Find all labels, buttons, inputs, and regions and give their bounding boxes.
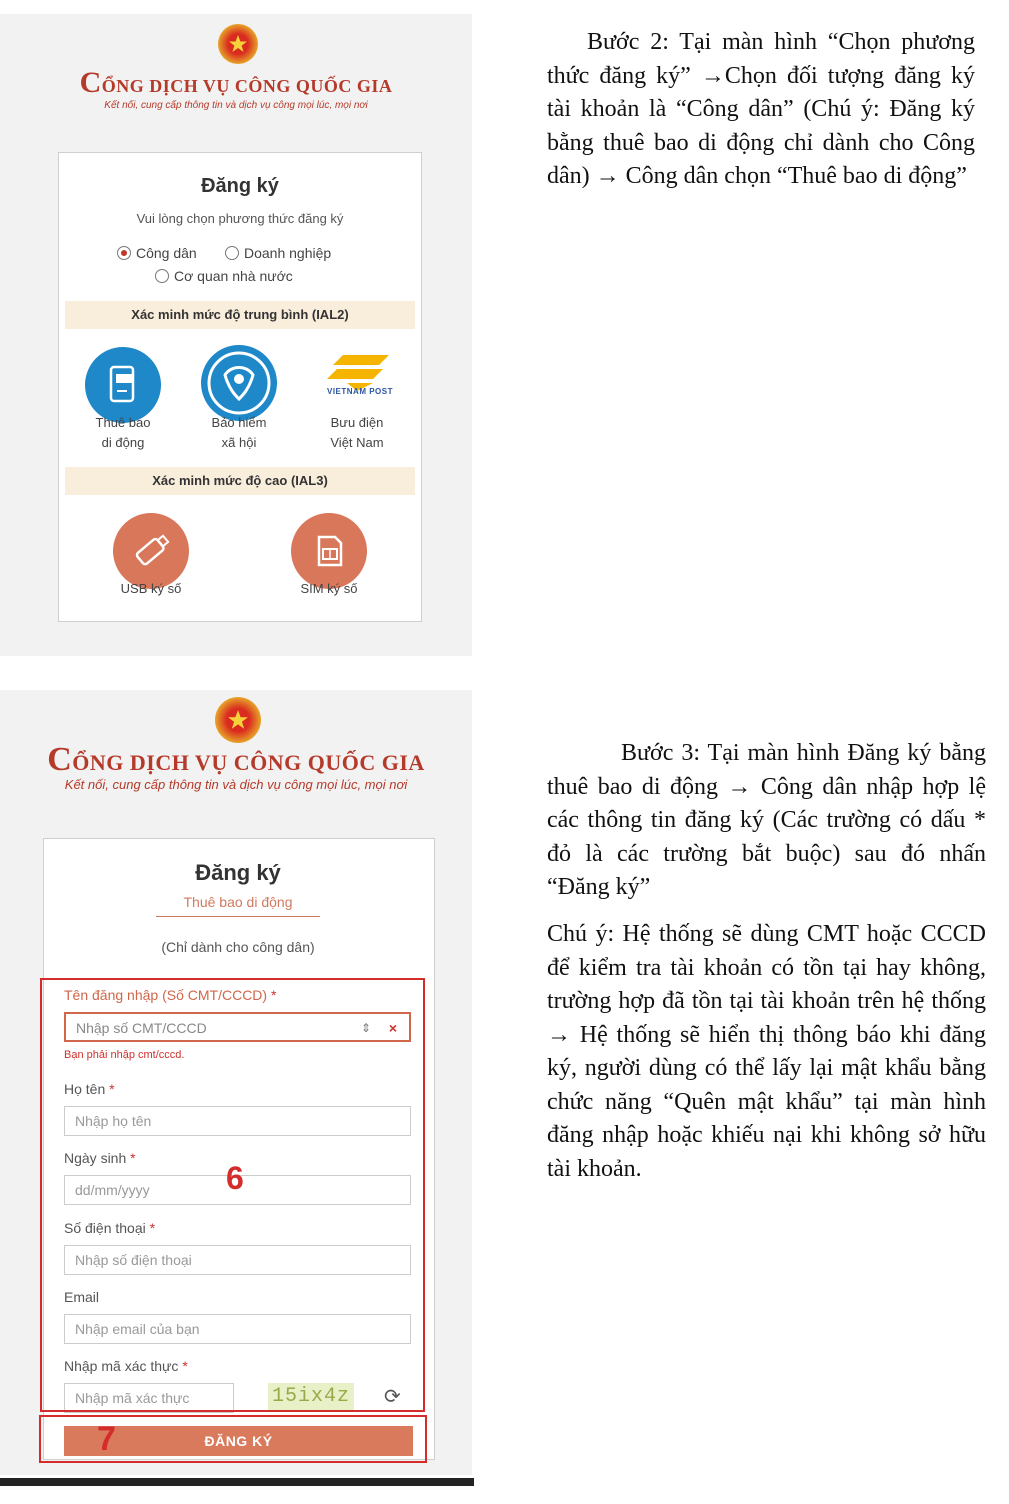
card-title: Đăng ký bbox=[201, 175, 279, 197]
refresh-captcha-icon[interactable]: ⟳ bbox=[384, 1386, 401, 1408]
note-text: Chú ý: Hệ thống sẽ dùng CMT hoặc CCCD để kiểm tra tài khoản có tồn tại hay không, trường hợp đã tồn tại tài khoản trên hệ thống → Hệ thống sẽ hiển thị thông báo khi đăng ký, người dùng có thể lấy lại mật khẩu bằng chức năng “Quên mật khẩu” tại màn hình đăng nhập hoặc khiếu nại khi không sở hữu tài khoản. bbox=[547, 921, 986, 1182]
portal-brand: CỔNG DỊCH VỤ CÔNG QUỐC GIA bbox=[47, 741, 425, 778]
radio-label: Doanh nghiệp bbox=[244, 245, 332, 261]
username-label: Tên đăng nhập (Số CMT/CCCD) * bbox=[64, 987, 277, 1003]
step-3-text: Bước 3: Tại màn hình Đăng ký bằng thuê bao di động → Công dân nhập hợp lệ các thông tin đăng ký (Các trường có dấu * đỏ là các trường bắt buộc) sau đó nhấn “Đăng ký” bbox=[547, 740, 986, 900]
highlight-form-fields bbox=[40, 978, 425, 1412]
name-input[interactable]: Nhập họ tên bbox=[64, 1106, 411, 1136]
step-2-text: Bước 2: Tại màn hình “Chọn phương thức đăng ký” →Chọn đối tượng đăng ký tài khoản là “Công dân” (Chú ý: Đăng ký bằng thuê bao di động chỉ dành cho Công dân) → Công dân chọn “Thuê bao di động” bbox=[547, 29, 975, 189]
phone-label: Số điện thoại * bbox=[64, 1220, 156, 1236]
option-label: USB ký số bbox=[120, 581, 182, 596]
spinner-icon[interactable]: ⇕ bbox=[360, 1021, 371, 1035]
email-input[interactable]: Nhập email của bạn bbox=[64, 1314, 411, 1344]
radio-label: Cơ quan nhà nước bbox=[174, 268, 293, 284]
email-label: Email bbox=[64, 1289, 100, 1305]
band-ial3: Xác minh mức độ cao (IAL3) bbox=[65, 467, 415, 495]
vietnam-post-logo-text: VIETNAM POST bbox=[326, 387, 393, 396]
citizen-only-note: (Chỉ dành cho công dân) bbox=[161, 939, 315, 955]
clear-icon[interactable]: × bbox=[388, 1020, 397, 1036]
captcha-image: 15ix4z bbox=[268, 1383, 354, 1411]
tab-thue-bao-di-dong[interactable]: Thuê bao di động bbox=[156, 894, 320, 917]
option-label: Bảo hiểm xã hội bbox=[211, 415, 267, 450]
band-ial2: Xác minh mức độ trung bình (IAL2) bbox=[65, 301, 415, 329]
username-input[interactable]: Nhập số CMT/CCCD ⇕ × bbox=[64, 1012, 411, 1042]
register-button[interactable]: ĐĂNG KÝ bbox=[64, 1426, 413, 1456]
captcha-label: Nhập mã xác thực * bbox=[64, 1358, 188, 1374]
dob-label: Ngày sinh * bbox=[64, 1150, 136, 1166]
annotation-number-6: 6 bbox=[226, 1160, 244, 1196]
dob-input[interactable]: dd/mm/yyyy bbox=[64, 1175, 411, 1205]
phone-input[interactable]: Nhập số điện thoại bbox=[64, 1245, 411, 1275]
option-label: Thuê bao di động bbox=[95, 415, 151, 450]
card-title: Đăng ký bbox=[195, 860, 281, 885]
portal-tagline: Kết nối, cung cấp thông tin và dịch vụ công mọi lúc, mọi nơi bbox=[64, 777, 408, 792]
portal-tagline: Kết nối, cung cấp thông tin và dịch vụ công mọi lúc, mọi nơi bbox=[104, 100, 368, 111]
option-label: Bưu điện Việt Nam bbox=[330, 415, 384, 450]
name-label: Họ tên * bbox=[64, 1081, 115, 1097]
radio-label: Công dân bbox=[136, 245, 197, 261]
captcha-input[interactable]: Nhập mã xác thực bbox=[64, 1383, 234, 1413]
username-error: Bạn phải nhập cmt/cccd. bbox=[64, 1049, 185, 1061]
annotation-number-7: 7 bbox=[97, 1420, 116, 1458]
option-label: SIM ký số bbox=[300, 581, 358, 596]
bottom-divider bbox=[0, 1478, 474, 1486]
portal-brand: CỔNG DỊCH VỤ CÔNG QUỐC GIA bbox=[79, 66, 393, 99]
instruction-text: Vui lòng chọn phương thức đăng ký bbox=[136, 211, 344, 226]
